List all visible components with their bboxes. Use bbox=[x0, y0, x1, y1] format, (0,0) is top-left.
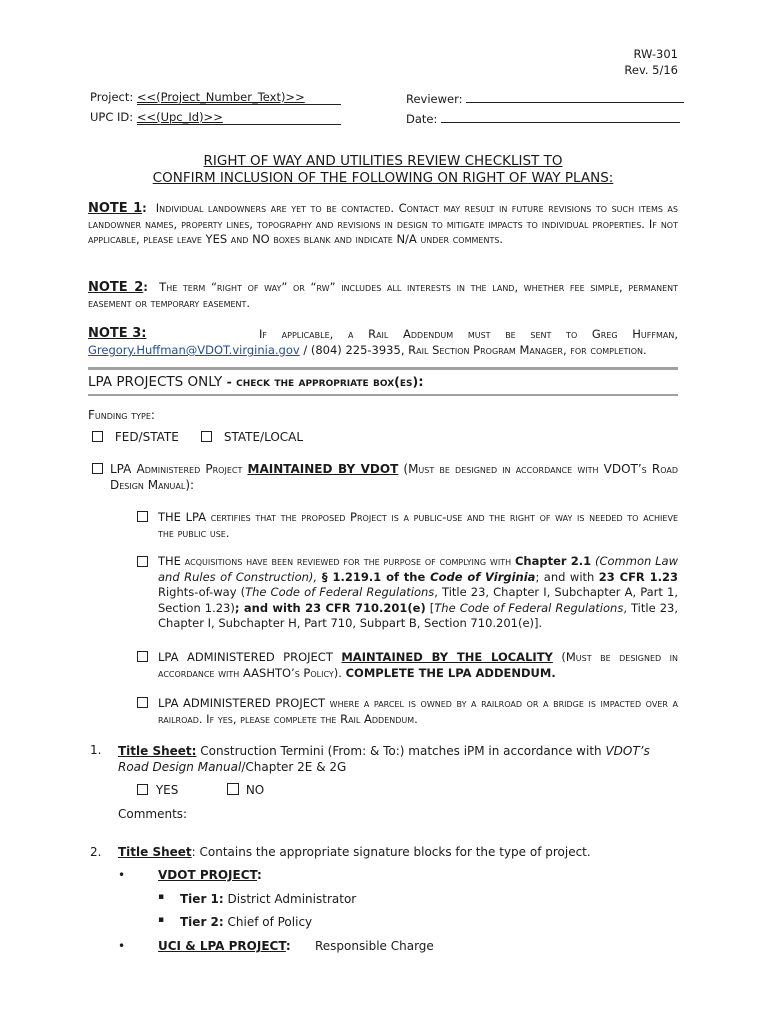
fed-state-checkbox[interactable] bbox=[92, 431, 103, 442]
locality-maintained-checkbox[interactable] bbox=[137, 651, 148, 662]
lpa-heading: LPA PROJECTS ONLY - check the appropriate box(es): bbox=[88, 374, 424, 390]
tier-2-item bbox=[180, 915, 312, 929]
note-1-text: Individual landowners are yet to be contacted. Contact may result in future revisions to such items as landowner names, property lines, topography and revisions in design to mitigate impacts to individual properties. If not applicable, please leave YES and NO boxes blank and indicate N/A under comments. bbox=[88, 201, 678, 246]
item-1-no-label: NO bbox=[245, 783, 265, 797]
form-number: RW-301 bbox=[633, 47, 678, 61]
note-3 bbox=[88, 326, 678, 358]
note-1-label: NOTE 1 bbox=[88, 201, 143, 216]
note-2: NOTE 2: The term “right of way” or “rw” includes all interests in the land, whether fee simple, permanent easement or temporary easement. bbox=[88, 280, 678, 310]
vdot-project-label: VDOT PROJECT: bbox=[158, 868, 262, 882]
note-3-label: NOTE 3: bbox=[88, 326, 147, 341]
uci-project-label: UCI & LPA PROJECT: bbox=[158, 939, 291, 953]
tier-2-text: Chief of Policy bbox=[223, 915, 313, 929]
item-1-no-checkbox[interactable] bbox=[227, 783, 239, 795]
fed-state-option[interactable] bbox=[92, 430, 179, 444]
tier-2-bullet: ▪ bbox=[158, 915, 165, 925]
item-1-comments-label: Comments: bbox=[118, 807, 188, 821]
note-3-email-link[interactable]: Gregory.Huffman@VDOT.virginia.gov bbox=[88, 343, 300, 357]
item-2: Title Sheet: Contains the appropriate signature blocks for the type of project. bbox=[118, 845, 591, 859]
reviewer-label: Reviewer: bbox=[406, 92, 463, 106]
vdot-maintained-checkbox[interactable] bbox=[92, 463, 103, 474]
form-revision: Rev. 5/16 bbox=[624, 63, 678, 77]
vdot-maintained-option: LPA Administered Project MAINTAINED BY VDOT (Must be designed in accordance with VDOT’s Road Design Manual): bbox=[92, 461, 678, 493]
funding-type-label: Funding type: bbox=[88, 408, 155, 422]
lpa-heading-main: LPA PROJECTS ONLY bbox=[88, 374, 223, 390]
lpa-certify-checkbox[interactable] bbox=[137, 511, 148, 522]
section-divider-bottom bbox=[88, 394, 678, 396]
railroad-checkbox[interactable] bbox=[137, 697, 148, 708]
acquisitions-checkbox[interactable] bbox=[137, 556, 148, 567]
item-1-number: 1. bbox=[90, 743, 102, 757]
note-2-label: NOTE 2 bbox=[88, 280, 144, 295]
date-label: Date: bbox=[406, 112, 438, 126]
upc-value[interactable]: <<(Upc_Id)>> bbox=[137, 110, 341, 125]
item-2-number: 2. bbox=[90, 845, 102, 859]
state-local-label: STATE/LOCAL bbox=[223, 430, 304, 444]
acquisitions-option: THE acquisitions have been reviewed for the purpose of complying with Chapter 2.1 (Common Law and Rules of Construction), § 1.219.1 of the Code of Virginia; and with 23 CFR 1.23 Rights-of-way (The Code of Federal Regulations, Title 23, Chapter I, Subchapter A, Part 1, Section 1.23); and with 23 CFR 710.201(e) [The Code of Federal Regulations, Title 23, Chapter I, Subchapter H, Part 710, Subpart B, Section 710.201(e)]. bbox=[137, 554, 678, 632]
note-2-text: The term “right of way” or “rw” includes all interests in the land, whether fee simple, permanent easement or temporary easement. bbox=[88, 280, 678, 310]
uci-project-text: Responsible Charge bbox=[315, 939, 434, 953]
lpa-certify-option bbox=[137, 509, 678, 541]
locality-maintained-option: LPA ADMINISTERED PROJECT MAINTAINED BY THE LOCALITY (Must be designed in accordance with AASHTO’s Policy). COMPLETE THE LPA ADDENDUM. bbox=[137, 649, 678, 681]
locality-maintained-label: MAINTAINED BY THE LOCALITY bbox=[341, 650, 553, 664]
tier-1-bullet: ▪ bbox=[158, 892, 165, 902]
reviewer-field bbox=[406, 90, 684, 106]
title-line-1: RIGHT OF WAY AND UTILITIES REVIEW CHECKLIST TO bbox=[203, 153, 563, 169]
vdot-maintained-label: MAINTAINED BY VDOT bbox=[247, 462, 399, 476]
date-field bbox=[406, 110, 680, 126]
lpa-certify-text: THE LPA certifies that the proposed Project is a public-use and the right of way is needed to achieve the public use. bbox=[158, 510, 678, 540]
tier-2-label: Tier 2: bbox=[180, 915, 224, 929]
item-1-yes-checkbox[interactable] bbox=[137, 784, 148, 795]
state-local-checkbox[interactable] bbox=[201, 431, 212, 442]
item-1-title: Title Sheet: bbox=[118, 744, 197, 758]
item-1-no-option[interactable] bbox=[227, 783, 264, 797]
state-local-option[interactable] bbox=[201, 430, 303, 444]
item-2-title: Title Sheet bbox=[118, 845, 192, 859]
item-1-yes-label: YES bbox=[155, 783, 179, 797]
upc-field bbox=[90, 110, 341, 125]
vdot-project-bullet: • bbox=[118, 868, 126, 882]
note-1: NOTE 1: Individual landowners are yet to be contacted. Contact may result in future revisions to such items as landowner names, property lines, topography and revisions in design to mitigate impacts to individual properties. If not applicable, please leave YES and NO boxes blank and indicate N/A under comments. bbox=[88, 201, 678, 246]
tier-1-text: District Administrator bbox=[223, 892, 357, 906]
upc-label: UPC ID: bbox=[90, 110, 134, 124]
section-divider-top bbox=[88, 367, 678, 370]
date-input[interactable] bbox=[441, 110, 680, 123]
reviewer-input[interactable] bbox=[466, 90, 684, 103]
lpa-heading-sub: - check the appropriate box(es) bbox=[222, 374, 419, 389]
project-label: Project: bbox=[90, 90, 134, 104]
project-field bbox=[90, 90, 341, 105]
tier-1-label: Tier 1: bbox=[180, 892, 224, 906]
note-3-text-2: / (804) 225-3935, Rail Section Program Manager, for completion. bbox=[299, 343, 647, 357]
railroad-option: LPA ADMINISTERED PROJECT where a parcel is owned by a railroad or a bridge is impacted over a railroad. If yes, please complete the Rail Addendum. bbox=[137, 695, 678, 727]
fed-state-label: FED/STATE bbox=[114, 430, 179, 444]
item-1-yes-option[interactable] bbox=[137, 783, 178, 797]
item-1: Title Sheet: Construction Termini (From: & To:) matches iPM in accordance with VDOT’s Road Design Manual/Chapter 2E & 2G bbox=[118, 744, 650, 774]
title-line-2: CONFIRM INCLUSION OF THE FOLLOWING ON RIGHT OF WAY PLANS: bbox=[152, 170, 614, 186]
project-value[interactable]: <<(Project_Number_Text)>> bbox=[137, 90, 341, 105]
document-title bbox=[88, 153, 678, 187]
note-3-text-1: If applicable, a Rail Addendum must be sent to Greg Huffman, bbox=[259, 327, 678, 341]
uci-project-bullet: • bbox=[118, 939, 126, 953]
tier-1-item bbox=[180, 892, 356, 906]
form-code bbox=[600, 47, 678, 77]
